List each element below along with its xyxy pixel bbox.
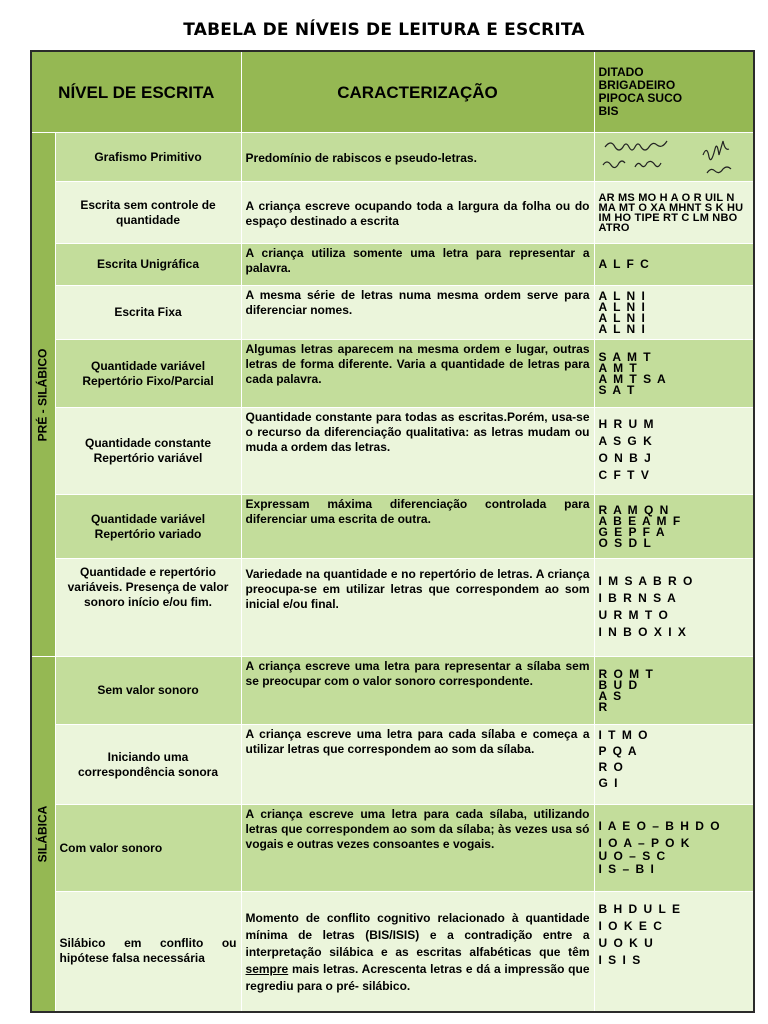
table-row xyxy=(31,805,754,892)
table-row xyxy=(31,657,754,725)
table-header-row xyxy=(31,51,754,133)
description-cell: Momento de conflito cognitivo relacionado à quantidade mínima de letras (BIS/ISIS) e a contradição entre a interpretação silábica e as escritas alfabéticas que têm sempre mais letras. Acrescenta letras e dá a impressão que regrediu para o pré- silábico. xyxy=(241,892,594,1012)
level-cell: Silábico em conflito ou hipótese falsa necessária xyxy=(55,892,241,1012)
dictation-cell: A L N I A L N I A L N I A L N I xyxy=(594,286,754,340)
description-cell: Variedade na quantidade e no repertório de letras. A criança preocupa-se em utilizar letras que correspondem ao som inicial e/ou final. xyxy=(241,559,594,657)
description-cell: A mesma série de letras numa mesma ordem serve para diferenciar nomes. xyxy=(241,286,594,340)
dictation-cell: I T M O P Q A R O G I xyxy=(594,725,754,805)
table-row xyxy=(31,286,754,340)
description-cell: A criança escreve uma letra para representar a sílaba sem se preocupar com o valor sonoro correspondente. xyxy=(241,657,594,725)
description-cell: Algumas letras aparecem na mesma ordem e lugar, outras letras de forma diferente. Varia a quantidade de letras para cada palavra. xyxy=(241,340,594,408)
table-row xyxy=(31,133,754,182)
dictation-cell xyxy=(594,133,754,182)
page-title: TABELA DE NÍVEIS DE LEITURA E ESCRITA xyxy=(183,20,585,40)
table-row xyxy=(31,495,754,559)
group-silabica xyxy=(31,657,55,1012)
level-cell: Quantidade variável Repertório Fixo/Parcial xyxy=(55,340,241,408)
dictation-cell: I M S A B R O I B R N S A U R M T O I N B O X I X xyxy=(594,559,754,657)
level-cell: Grafismo Primitivo xyxy=(55,133,241,182)
dictation-cell: S A M T A M T A M T S A S A T xyxy=(594,340,754,408)
dictation-cell: AR MS MO H A O R UIL N MA MT O XA MHNT S K HU IM HO TIPE RT C LM NBO ATRO xyxy=(594,182,754,244)
group-pre-silabico xyxy=(31,133,55,657)
level-cell: Quantidade constante Repertório variável xyxy=(55,408,241,495)
level-cell: Sem valor sonoro xyxy=(55,657,241,725)
dictation-cell: H R U M A S G K O N B J C F T V xyxy=(594,408,754,495)
dictation-cell: B H D U L E I O K E C U O K U I S I S xyxy=(594,892,754,1012)
header-caracterizacao: CARACTERIZAÇÃO xyxy=(241,51,594,133)
level-cell: Iniciando uma correspondência sonora xyxy=(55,725,241,805)
header-nivel: NÍVEL DE ESCRITA xyxy=(31,51,241,133)
group-label: PRÉ - SILÁBICO xyxy=(35,348,50,441)
reading-writing-levels-table xyxy=(30,50,755,1013)
scribble-icon xyxy=(599,135,749,179)
description-cell: A criança escreve uma letra para cada sílaba, utilizando letras que correspondem ao som da sílaba; às vezes usa só vogais e outras vezes consoantes e vogais. xyxy=(241,805,594,892)
header-ditado: DITADO BRIGADEIRO PIPOCA SUCO BIS xyxy=(594,51,754,133)
level-cell: Com valor sonoro xyxy=(55,805,241,892)
level-cell: Quantidade variável Repertório variado xyxy=(55,495,241,559)
description-cell: A criança escreve uma letra para cada sílaba e começa a utilizar letras que correspondem ao som da sílaba. xyxy=(241,725,594,805)
description-cell: Predomínio de rabiscos e pseudo-letras. xyxy=(241,133,594,182)
description-cell: Expressam máxima diferenciação controlada para diferenciar uma escrita de outra. xyxy=(241,495,594,559)
table-row xyxy=(31,182,754,244)
dictation-cell: R A M Q N A B E A M F G E P F A O S D L xyxy=(594,495,754,559)
level-cell: Escrita Fixa xyxy=(55,286,241,340)
table-row xyxy=(31,892,754,1012)
dictation-cell: A L F C xyxy=(594,244,754,286)
description-cell: A criança utiliza somente uma letra para representar a palavra. xyxy=(241,244,594,286)
table-row xyxy=(31,408,754,495)
description-cell: Quantidade constante para todas as escritas.Porém, usa-se o recurso da diferenciação qualitativa: as letras mudam ou muda a ordem das letras. xyxy=(241,408,594,495)
level-cell: Escrita Unigráfica xyxy=(55,244,241,286)
level-cell: Quantidade e repertório variáveis. Presença de valor sonoro início e/ou fim. xyxy=(55,559,241,657)
table-row xyxy=(31,725,754,805)
level-cell: Escrita sem controle de quantidade xyxy=(55,182,241,244)
dictation-cell: R O M T B U D A S R xyxy=(594,657,754,725)
table-row xyxy=(31,559,754,657)
table-row xyxy=(31,244,754,286)
dictation-cell: I A E O – B H D O I O A – P O K U O – S C I S – B I xyxy=(594,805,754,892)
description-cell: A criança escreve ocupando toda a largura da folha ou do espaço destinado a escrita xyxy=(241,182,594,244)
group-label: SILÁBICA xyxy=(35,805,50,863)
table-row xyxy=(31,340,754,408)
